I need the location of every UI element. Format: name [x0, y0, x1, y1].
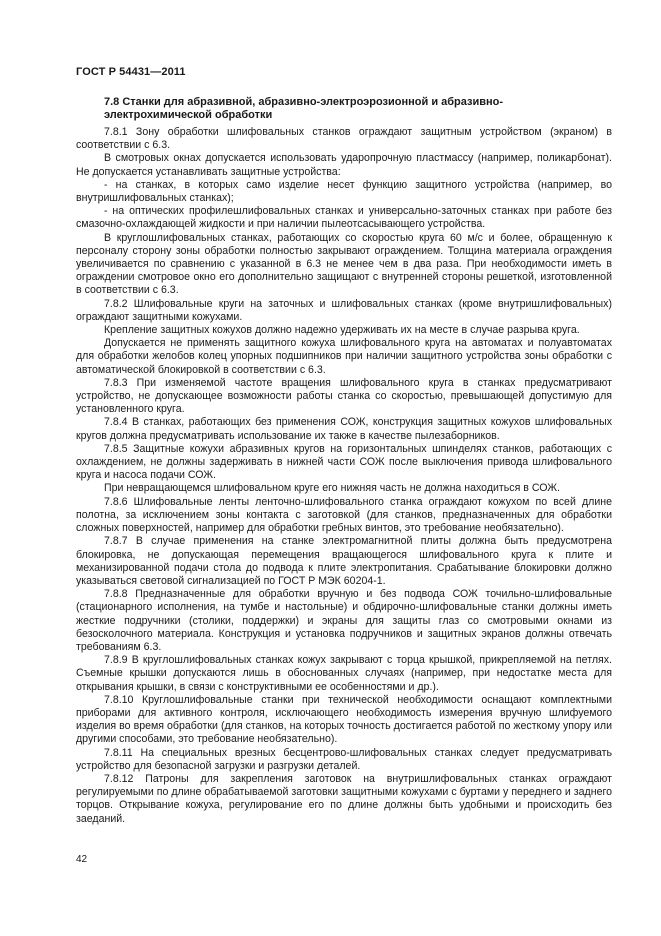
paragraph: Крепление защитных кожухов должно надежно удерживать их на месте в случае разрыва круга.	[104, 324, 580, 337]
paragraph: 7.8.6 Шлифовальные ленты ленточно-шлифовального станка ограждают кожухом по всей длине полотна, за исключением зоны контакта с заготовкой (для станков, предназначенных для обработки сложных поверхностей, например для обработки гребных винтов, это требование необязательно).	[76, 495, 612, 535]
document-body	[76, 126, 612, 826]
paragraph: Допускается не применять защитного кожуха шлифовального круга на автоматах и полуавтоматах для обработки желобов колец упорных подшипников при наличии защитного устройства зоны обработки с автоматической блокировкой в соответствии с 6.3.	[76, 337, 612, 376]
paragraph: 7.8.7 В случае применения на станке электромагнитной плиты должна быть предусмотрена блокировка, не допускающая перемещения вращающегося шлифовального круга к плите и механизированной подачи стола до подвода к плите электропитания. Срабатывание блокировки должно указываться световой сигнализацией по ГОСТ Р МЭК 60204-1.	[76, 535, 612, 587]
paragraph: 7.8.3 При изменяемой частоте вращения шлифовального круга в станках предусматривают устройство, не допускающее возможности работы станка со скоростью, превышающей допустимую для установленного круга.	[76, 376, 612, 416]
paragraph: В смотровых окнах допускается использовать ударопрочную пластмассу (например, поликарбонат). Не допускается устанавливать защитные устройства:	[76, 152, 612, 178]
section-title: 7.8 Станки для абразивной, абразивно-электроэрозионной и абразивно-электрохимической обработки	[104, 96, 504, 121]
paragraph: При невращающемся шлифовальном круге его нижняя часть не должна находиться в СОЖ.	[104, 482, 560, 495]
paragraph: - на оптических профилешлифовальных станках и универсально-заточных станках при работе без смазочно-охлаждающей жидкости и при наличии пылеотсасывающего устройства.	[76, 205, 612, 231]
paragraph: 7.8.8 Предназначенные для обработки вручную и без подвода СОЖ точильно-шлифовальные (стационарного исполнения, на тумбе и настольные) и обдирочно-шлифовальные станки должны иметь жесткие подручники (столики, поддержки) и экраны для защиты глаз со смотровыми окнами из безосколочного материала. Конструкция и установка подручников и защитных экранов должны отвечать требованиям 6.3.	[76, 588, 612, 653]
document-header: ГОСТ Р 54431—2011	[76, 66, 186, 78]
paragraph: 7.8.2 Шлифовальные круги на заточных и шлифовальных станках (кроме внутришлифовальных) ограждают защитными кожухами.	[76, 297, 612, 323]
paragraph: 7.8.9 В круглошлифовальных станках кожух закрывают с торца крышкой, прикрепляемой на петлях. Съемные крышки допускаются лишь в обоснованных случаях (например, при недостатке места для открывания крышки, в связи с конструктивными ее особенностями и др.).	[76, 654, 612, 693]
paragraph: - на станках, в которых само изделие несет функцию защитного устройства (например, во внутришлифовальных станках);	[76, 178, 612, 205]
paragraph: 7.8.1 Зону обработки шлифовальных станков ограждают защитным устройством (экраном) в соответствии с 6.3.	[76, 126, 612, 152]
paragraph: 7.8.12 Патроны для закрепления заготовок на внутришлифовальных станках ограждают регулируемыми по длине обрабатываемой заготовки защитными кожухами с буртами у переднего и заднего торцов. Открывание кожуха, регулирование его по длине должны быть удобными и происходить без заеданий.	[76, 772, 612, 825]
page-number: 42	[76, 854, 88, 865]
paragraph: 7.8.5 Защитные кожухи абразивных кругов на горизонтальных шпинделях станков, работающих с охлаждением, не должны задерживать в нижней части СОЖ после выключения привода шлифовального круга и насоса подачи СОЖ.	[76, 442, 612, 482]
paragraph: 7.8.10 Круглошлифовальные станки при технической необходимости оснащают комплектными приборами для активного контроля, исключающего необходимость измерения вручную шлифуемого изделия во время обработки (для станков, на которых точность достигается работой по жесткому упору или другими способами, это требование необязательно).	[76, 693, 612, 746]
paragraph: В круглошлифовальных станках, работающих со скоростью круга 60 м/с и более, обращенную к персоналу сторону зоны обработки полностью закрывают ограждением. Толщина материала ограждения увеличивается по сравнению с указанной в 6.3 не менее чем в два раза. При необходимости иметь в ограждении смотровое окно его дополнительно защищают с внутренней стороны решеткой, изготовленной в соответствии с 6.3.	[76, 231, 612, 297]
paragraph: 7.8.11 На специальных врезных бесцентрово-шлифовальных станках следует предусматривать устройство для безопасной загрузки и разгрузки деталей.	[76, 746, 612, 772]
paragraph: 7.8.4 В станках, работающих без применения СОЖ, конструкция защитных кожухов шлифовальных кругов должна предусматривать использование их также в качестве пылезаборников.	[76, 416, 612, 442]
